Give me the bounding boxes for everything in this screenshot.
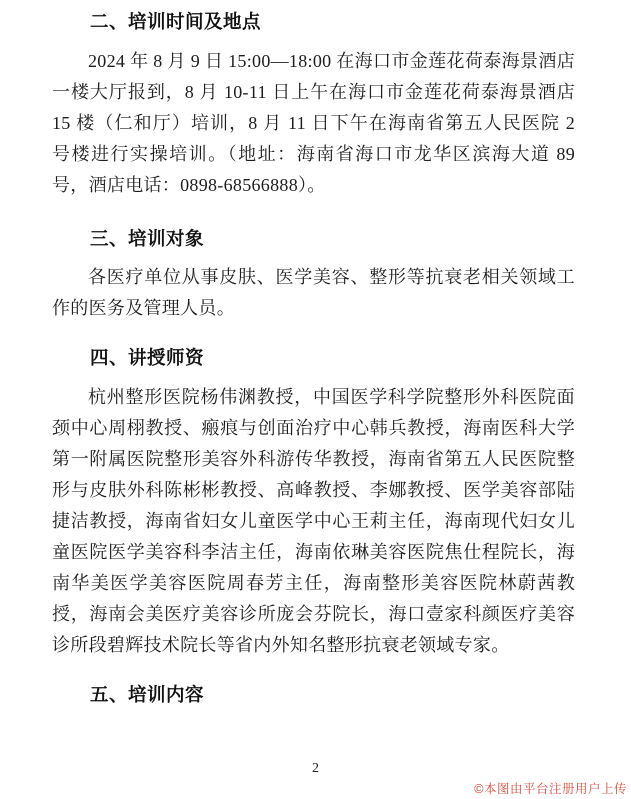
watermark-notice	[474, 779, 627, 797]
section-heading-training-time-location: 二、培训时间及地点	[90, 13, 262, 33]
section-paragraph-training-time-location: 2024 年 8 月 9 日 15:00—18:00 在海口市金莲花荷泰海景酒店一楼大厅报到，8 月 10-11 日上午在海口市金莲花荷泰海景酒店 15 楼（仁和厅）培训，8 月 11 日下午在海南省第五人民医院 2 号楼进行实操培训。（地址：海南省海口市龙华区滨海大道 89 号，酒店电话：0898-68566888）。	[52, 50, 575, 195]
spacer	[52, 374, 575, 382]
section-heading-faculty: 四、讲授师资	[90, 349, 205, 370]
watermark-text: ©本图由平台注册用户上传	[474, 782, 627, 796]
section-heading-training-audience: 三、培训对象	[90, 229, 205, 250]
spacer	[52, 661, 575, 683]
section-paragraph-training-audience: 各医疗单位从事皮肤、医学美容、整形等抗衰老相关领域工作的医务及管理人员。	[52, 267, 575, 319]
spacer	[52, 38, 575, 46]
section-heading-training-content: 五、培训内容	[90, 685, 205, 706]
page-number: 2	[312, 761, 319, 776]
spacer	[52, 201, 575, 227]
section-paragraph-faculty: 杭州整形医院杨伟渊教授，中国医学科学院整形外科医院面颈中心周栩教授、瘢痕与创面治疗中心韩兵教授，海南医科大学第一附属医院整形美容外科游传华教授，海南省第五人民医院整形与皮肤外科陈彬彬教授、高峰教授、李娜教授、医学美容部陆捷洁教授，海南省妇女儿童医学中心王莉主任，海南现代妇女儿童医院医学美容科李洁主任，海南依琳美容医院焦仕程院长，海南华美医学美容医院周春芳主任，海南整形美容医院林蔚茜教授，海南会美医疗美容诊所庞会芬院长，海口壹家科颜医疗美容诊所段碧辉技术院长等省内外知名整形抗衰老领域专家。	[52, 386, 575, 655]
spacer	[52, 254, 575, 262]
spacer	[52, 324, 575, 346]
